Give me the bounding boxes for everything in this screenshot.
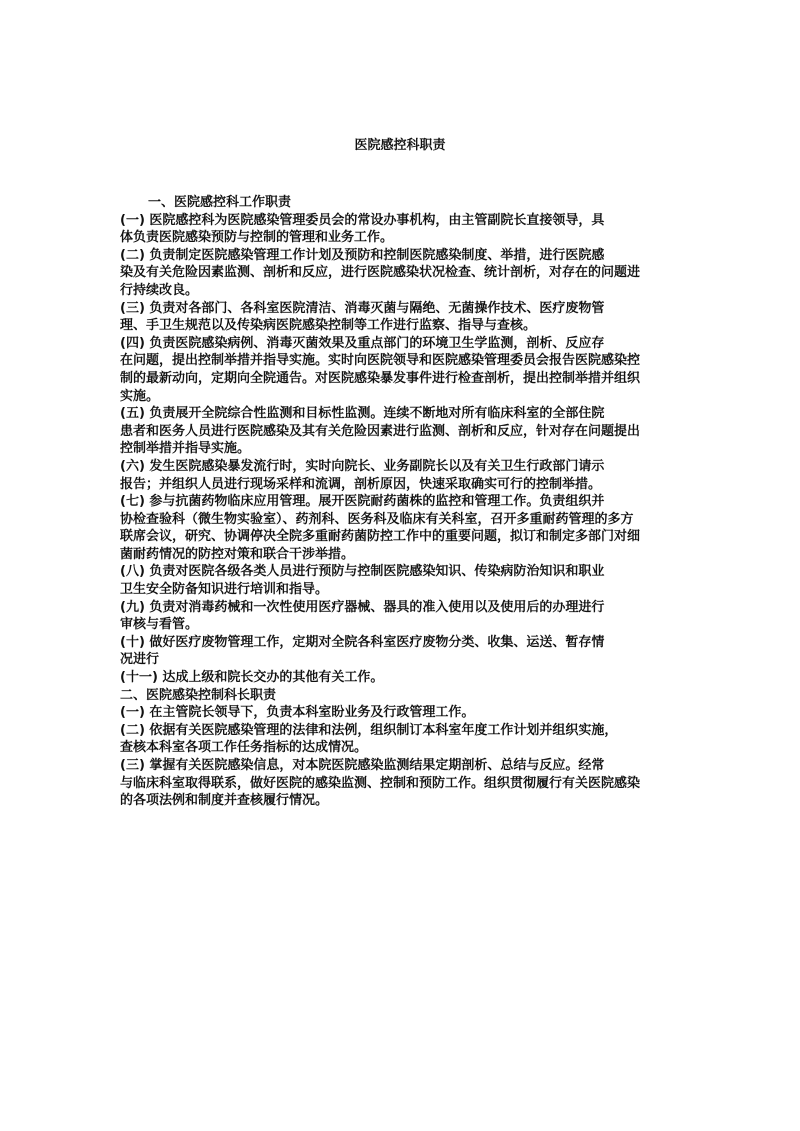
document-body xyxy=(120,194,680,810)
text-line: (十一) 达成上级和院长交办的其他有关工作。 xyxy=(120,670,384,686)
text-line: 染及有关危险因素监测、剖析和反应，进行医院感染状况检查、统计剖析，对存在的问题进 xyxy=(120,265,641,281)
text-line: 与临床科室取得联系，做好医院的感染监测、控制和预防工作。组织贯彻履行有关医院感染 xyxy=(120,775,641,791)
text-line: 查核本科室各项工作任务指标的达成情况。 xyxy=(120,740,368,756)
text-line: (三) 负责对各部门、各科室医院清洁、消毒灭菌与隔绝、无菌操作技术、医疗废物管 xyxy=(120,300,605,316)
text-line: (六) 发生医院感染暴发流行时，实时向院长、业务副院长以及有关卫生行政部门请示 xyxy=(120,458,605,474)
text-line: 联席会议，研究、协调停决全院多重耐药菌防控工作中的重要问题，拟订和制定多部门对细 xyxy=(120,529,641,545)
text-line: (七) 参与抗菌药物临床应用管理。展开医院耐药菌株的监控和管理工作。负责组织并 xyxy=(120,494,605,510)
text-line: (二) 依据有关医院感染管理的法律和法例，组织制订本科室年度工作计划并组织实施， xyxy=(120,722,618,738)
text-line: 行持续改良。 xyxy=(120,282,199,298)
text-line: (十) 做好医疗废物管理工作，定期对全院各科室医疗废物分类、收集、运送、暂存情 xyxy=(120,634,605,650)
text-line: (八) 负责对医院各级各类人员进行预防与控制医院感染知识、传染病防治知识和职业 xyxy=(120,564,605,580)
text-line: 体负责医院感染预防与控制的管理和业务工作。 xyxy=(120,230,394,246)
text-line: (五) 负责展开全院综合性监测和目标性监测。连续不断地对所有临床科室的全部住院 xyxy=(120,406,605,422)
text-line: (一) 在主管院长领导下，负责本科室盼业务及行政管理工作。 xyxy=(120,705,475,721)
text-line: (四) 负责医院感染病例、消毒灭菌效果及重点部门的环境卫生学监测，剖析、反应存 xyxy=(120,335,605,351)
text-line: 卫生安全防备知识进行培训和指导。 xyxy=(120,582,329,598)
text-line: (一) 医院感控科为医院感染管理委员会的常设办事机构，由主管副院长直接领导，具 xyxy=(120,212,605,228)
text-line: 的各项法例和制度并查核履行情况。 xyxy=(120,793,329,809)
text-line: 况进行 xyxy=(120,652,160,668)
text-line: 审核与看管。 xyxy=(120,617,199,633)
section-heading: 二、医院感染控制科长职责 xyxy=(120,687,277,703)
text-line: 在问题，提出控制举措并指导实施。实时向医院领导和医院感染管理委员会报告医院感染控 xyxy=(120,353,641,369)
text-line: 菌耐药情况的防控对策和联合干涉举措。 xyxy=(120,546,355,562)
text-line: 理、手卫生规范以及传染病医院感染控制等工作进行监察、指导与查核。 xyxy=(120,318,537,334)
text-line: (三) 掌握有关医院感染信息，对本院医院感染监测结果定期剖析、总结与反应。经常 xyxy=(120,758,605,773)
text-line: 实施。 xyxy=(120,388,160,404)
text-line: 制的最新动向，定期向全院通告。对医院感染暴发事件进行检查剖析，提出控制举措并组织 xyxy=(120,370,641,386)
text-line: 患者和医务人员进行医院感染及其有关危险因素进行监测、剖析和反应，针对存在问题提出 xyxy=(120,423,641,439)
section-heading: 一、医院感控科工作职责 xyxy=(148,195,292,210)
text-line: 报告；并组织人员进行现场采样和流调，剖析原因，快速采取确实可行的控制举措。 xyxy=(120,476,602,492)
text-line: (九) 负责对消毒药械和一次性使用医疗器械、器具的准入使用以及使用后的办理进行 xyxy=(120,599,605,615)
text-line: 协检查验科（微生物实验室）、药剂科、医务科及临床有关科室，召开多重耐药管理的多方 xyxy=(120,511,634,527)
text-line: (二) 负责制定医院感染管理工作计划及预防和控制医院感染制度、举措，进行医院感 xyxy=(120,247,605,263)
text-line: 控制举措并指导实施。 xyxy=(120,441,251,457)
document-title: 医院感控科职责 xyxy=(354,138,446,153)
